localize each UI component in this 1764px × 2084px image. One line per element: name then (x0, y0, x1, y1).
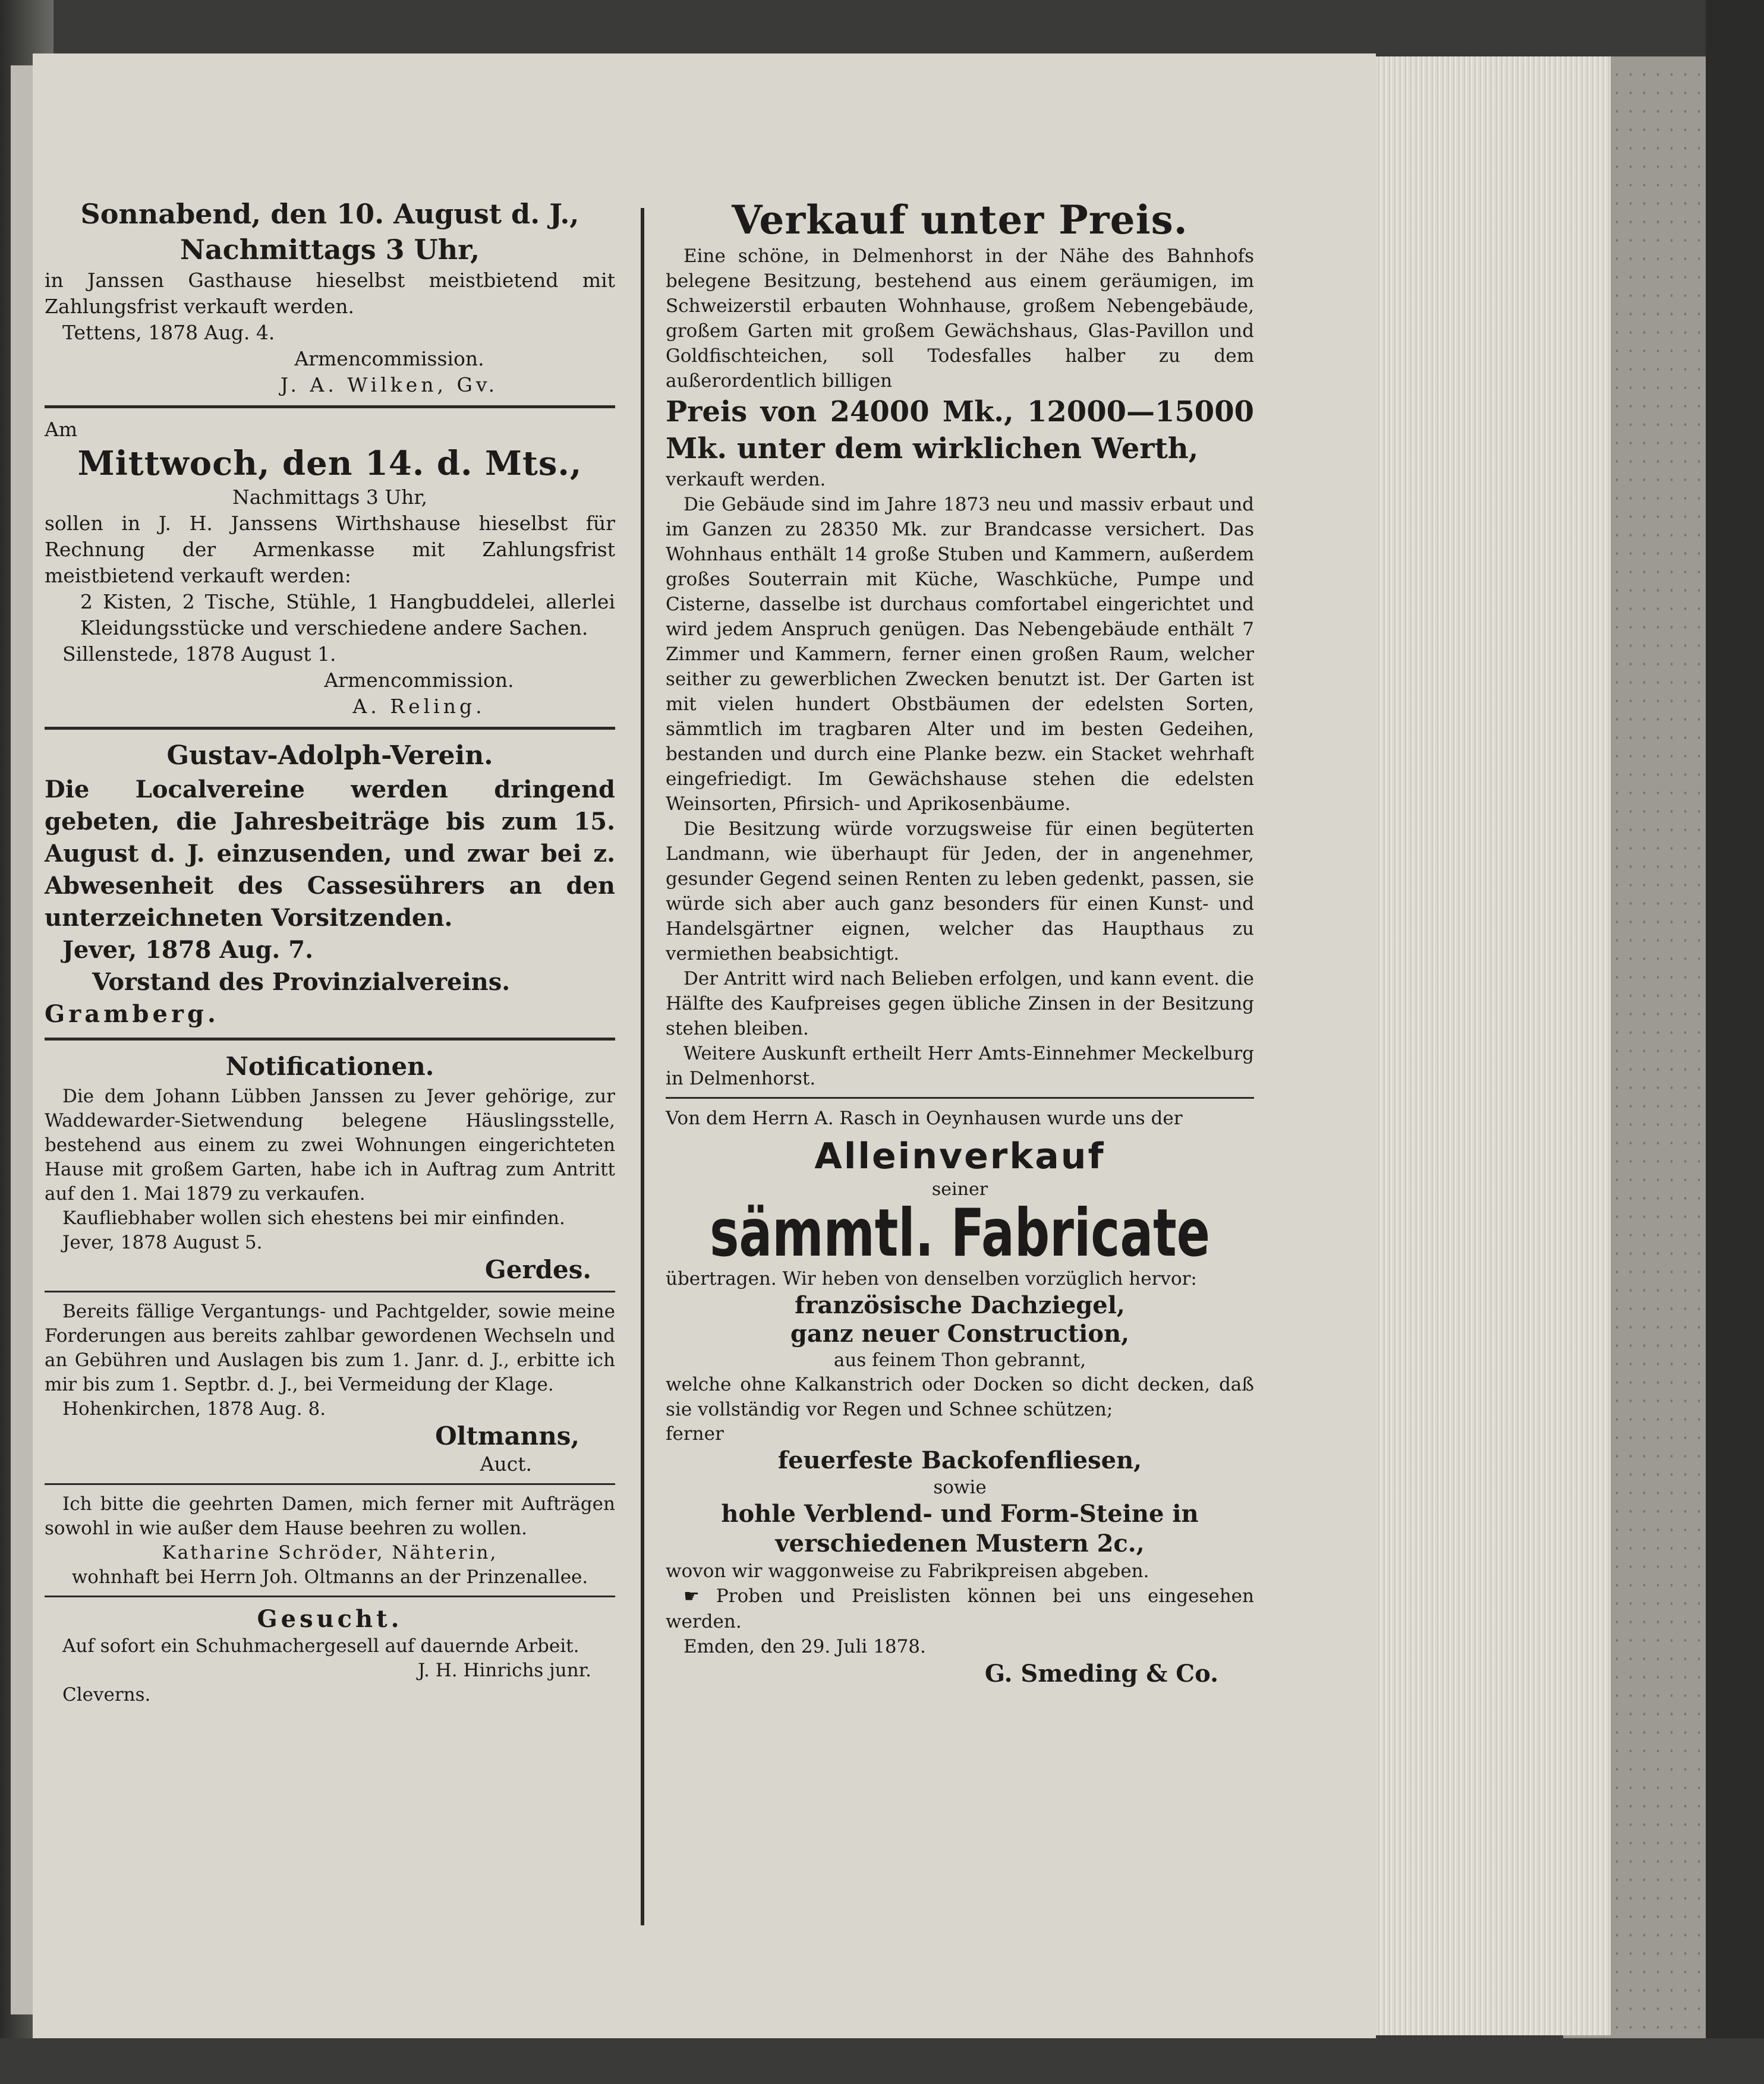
tiles-alleinverkauf: Alleinverkauf (814, 1136, 1105, 1177)
tiles-signer: G. Smeding & Co. (984, 1660, 1218, 1688)
auction-time: Nachmittags 3 Uhr, (179, 234, 480, 266)
auction-body: in Janssen Gasthause hieselbst meistbietend mit Zahlungsfrist verkauft werden. (45, 269, 615, 318)
notice-title: Notificationen. (225, 1052, 434, 1081)
notice-title: Gustav-Adolph-Verein. (166, 740, 493, 771)
auction-notice-tettens (45, 196, 615, 398)
wanted-notice (45, 1604, 615, 1707)
notice-body-2: Kaufliebhaber wollen sich ehestens bei mir einfinden. (62, 1207, 565, 1229)
section-rule (45, 1596, 615, 1597)
notice-signer: J. H. Hinrichs junr. (417, 1660, 591, 1681)
auction-items: 2 Kisten, 2 Tische, Stühle, 1 Hangbuddelei, allerlei Kleidungsstücke und verschiedene andere Sachen. (80, 590, 615, 639)
tiles-seiner: seiner (931, 1179, 988, 1200)
left-column (45, 196, 615, 1707)
tiles-intro-2: übertragen. Wir heben von denselben vorzüglich hervor: (666, 1268, 1197, 1290)
gustav-adolph-notice (45, 738, 615, 1030)
roof-tile-notice (666, 1106, 1254, 1689)
sale-paragraph-1-end: verkauft werden. (666, 469, 826, 490)
notice-signer: Gerdes. (484, 1255, 591, 1284)
tiles-products: sämmtl. Fabricate (710, 1195, 1210, 1272)
tiles-item-1c: aus feinem Thon gebrannt, (833, 1350, 1086, 1371)
notice-body: Auf sofort ein Schuhmachergesell auf dauernde Arbeit. (62, 1635, 579, 1657)
tiles-item-2: feuerfeste Backofenfliesen, (777, 1446, 1142, 1474)
section-rule (45, 1483, 615, 1485)
column-divider (641, 208, 644, 1925)
tiles-item-1: französische Dachziegel, (795, 1291, 1125, 1319)
debts-notice (45, 1300, 615, 1477)
notice-place: Cleverns. (62, 1684, 151, 1705)
notice-body: Ich bitte die geehrten Damen, mich ferner mit Aufträgen sowohl in wie außer dem Hause beehren zu wollen. (45, 1493, 615, 1539)
section-rule (45, 1038, 615, 1041)
tiles-intro: Von dem Herrn A. Rasch in Oeynhausen wurde uns der (666, 1108, 1183, 1129)
auction-authority: Armencommission. (294, 347, 484, 370)
sale-paragraph-1: Eine schöne, in Delmenhorst in der Nähe des Bahnhofs belegene Besitzung, bestehend aus einem geräumigen, im Schweizerstil erbauten Wohnhause, großem Nebengebäude, großem Garten mit großem Gewächshaus, Glas-Pavillon und Goldfischteichen, soll Todesfalles halber zu dem außerordentlich billigen (666, 245, 1254, 392)
notice-board: Vorstand des Provinzialvereins. (92, 968, 511, 996)
auction-signer: J. A. Wilken, Gv. (280, 373, 499, 396)
tiles-samples-text: Proben und Preislisten können bei uns eingesehen werden. (666, 1585, 1254, 1632)
auction-date: Mittwoch, den 14. d. Mts., (77, 444, 582, 483)
sale-paragraph-5: Weitere Auskunft ertheilt Herr Amts-Einnehmer Meckelburg in Delmenhorst. (666, 1043, 1254, 1089)
notice-address: wohnhaft bei Herrn Joh. Oltmanns an der Prinzenallee. (71, 1566, 588, 1588)
tiles-item-1d: welche ohne Kalkanstrich oder Docken so dicht decken, daß sie vollständig vor Regen und Schnee schützen; (666, 1374, 1254, 1420)
scan-background-right (1706, 0, 1764, 2084)
section-rule (45, 1291, 615, 1292)
auction-place-date: Tettens, 1878 Aug. 4. (62, 321, 275, 344)
section-rule (45, 405, 615, 408)
notice-place-date: Jever, 1878 August 5. (62, 1232, 263, 1253)
auction-notice-sillenstede (45, 417, 615, 720)
scan-background-bottom (0, 2038, 1764, 2084)
section-rule (45, 727, 615, 730)
page-stack-edge (1361, 56, 1611, 2035)
notice-role: Auct. (480, 1452, 532, 1475)
sale-title: Verkauf unter Preis. (732, 197, 1188, 243)
notice-body: Die dem Johann Lübben Janssen zu Jever gehörige, zur Waddewarder-Sietwendung belegene Häuslingsstelle, bestehend aus einem zu zwei Wohnungen eingerichteten Hause mit großem Garten, habe ich in Auftrag zum Antritt auf den 1. Mai 1879 zu verkaufen. (45, 1086, 615, 1205)
seamstress-notice (45, 1492, 615, 1590)
pointing-hand-icon: ☛ (683, 1586, 700, 1607)
auction-time: Nachmittags 3 Uhr, (232, 485, 428, 509)
section-rule (666, 1097, 1254, 1099)
notice-signer: Oltmanns, (435, 1421, 579, 1451)
auction-place-date: Sillenstede, 1878 August 1. (62, 642, 336, 666)
tiles-item-3b: wovon wir waggonweise zu Fabrikpreisen abgeben. (666, 1560, 1149, 1582)
tiles-sowie: sowie (933, 1477, 987, 1498)
notice-signer: Katharine Schröder, Nähterin, (162, 1542, 498, 1563)
notice-body: Die Localvereine werden dringend gebeten, die Jahresbeiträge bis zum 15. August d. J. einzusenden, und zwar bei z. Abwesenheit des Cassesührers an den unterzeichneten Vorsitzenden. (45, 775, 615, 932)
tiles-ferner: ferner (666, 1423, 724, 1445)
notice-signer: Gramberg. (45, 1000, 219, 1028)
auction-signer: A. Reling. (352, 695, 486, 718)
sale-paragraph-2: Die Gebäude sind im Jahre 1873 neu und massiv erbaut und im Ganzen zu 28350 Mk. zur Brandcasse versichert. Das Wohnhaus enthält 14 große Stuben und Kammern, außerdem großes Souterrain mit Küche, Waschküche, Pumpe und Cisterne, dasselbe ist durchaus comfortabel eingerichtet und wird jedem Anspruch genügen. Das Nebengebäude enthält 7 Zimmer und Kammern, ferner einen großen Raum, welcher seither zu gewerblichen Zwecken benutzt ist. Der Garten ist mit vielen hundert Obstbäumen der edelsten Sorten, sämmtlich im tragbaren Alter und im besten Gedeihen, bestanden und durch eine Planke bezw. ein Stacket wehrhaft eingefriedigt. Im Gewächshause stehen die edelsten Weinsorten, Pfirsich- und Aprikosenbäume. (666, 494, 1254, 815)
notice-body: Bereits fällige Vergantungs- und Pachtgelder, sowie meine Forderungen aus bereits zahlbar gewordenen Wechseln und an Gebühren und Auslagen bis zum 1. Janr. d. J., erbitte ich mir bis zum 1. Septbr. d. J., bei Vermeidung der Klage. (45, 1301, 615, 1395)
scan-background-top (0, 0, 1764, 56)
notice-title: Gesucht. (257, 1605, 403, 1633)
sale-paragraph-3: Die Besitzung würde vorzugsweise für einen begüterten Landmann, wie überhaupt für Jeden, der in angenehmer, gesunder Gegend seinen Renten zu leben gedenkt, passen, sie würde sich aber auch ganz besonders für einen Kunst- und Handelsgärtner eignen, welcher das Haupthaus zu vermiethen beabsichtigt. (666, 818, 1254, 964)
property-sale-notice (666, 196, 1254, 1091)
sale-paragraph-4: Der Antritt wird nach Belieben erfolgen, und kann event. die Hälfte des Kaufpreises gegen übliche Zinsen in der Besitzung stehen bleiben. (666, 968, 1254, 1039)
notification-notice (45, 1049, 615, 1285)
tiles-item-3: hohle Verblend- und Form-Steine in verschiedenen Mustern 2c., (721, 1500, 1199, 1558)
auction-prefix: Am (45, 418, 78, 441)
auction-authority: Armencommission. (324, 669, 514, 692)
right-column (666, 196, 1254, 1689)
tiles-samples (666, 1584, 1254, 1634)
notice-place-date: Jever, 1878 Aug. 7. (62, 936, 314, 964)
auction-body: sollen in J. H. Janssens Wirthshause hieselbst für Rechnung der Armenkasse mit Zahlungsfrist meistbietend verkauft werden: (45, 512, 615, 587)
tiles-place-date: Emden, den 29. Juli 1878. (683, 1636, 926, 1657)
notice-place-date: Hohenkirchen, 1878 Aug. 8. (62, 1398, 326, 1420)
auction-date: Sonnabend, den 10. August d. J., (80, 198, 579, 230)
tiles-item-1b: ganz neuer Construction, (790, 1320, 1130, 1348)
sale-price: Preis von 24000 Mk., 12000—15000 Mk. unter dem wirklichen Werth, (666, 395, 1254, 465)
